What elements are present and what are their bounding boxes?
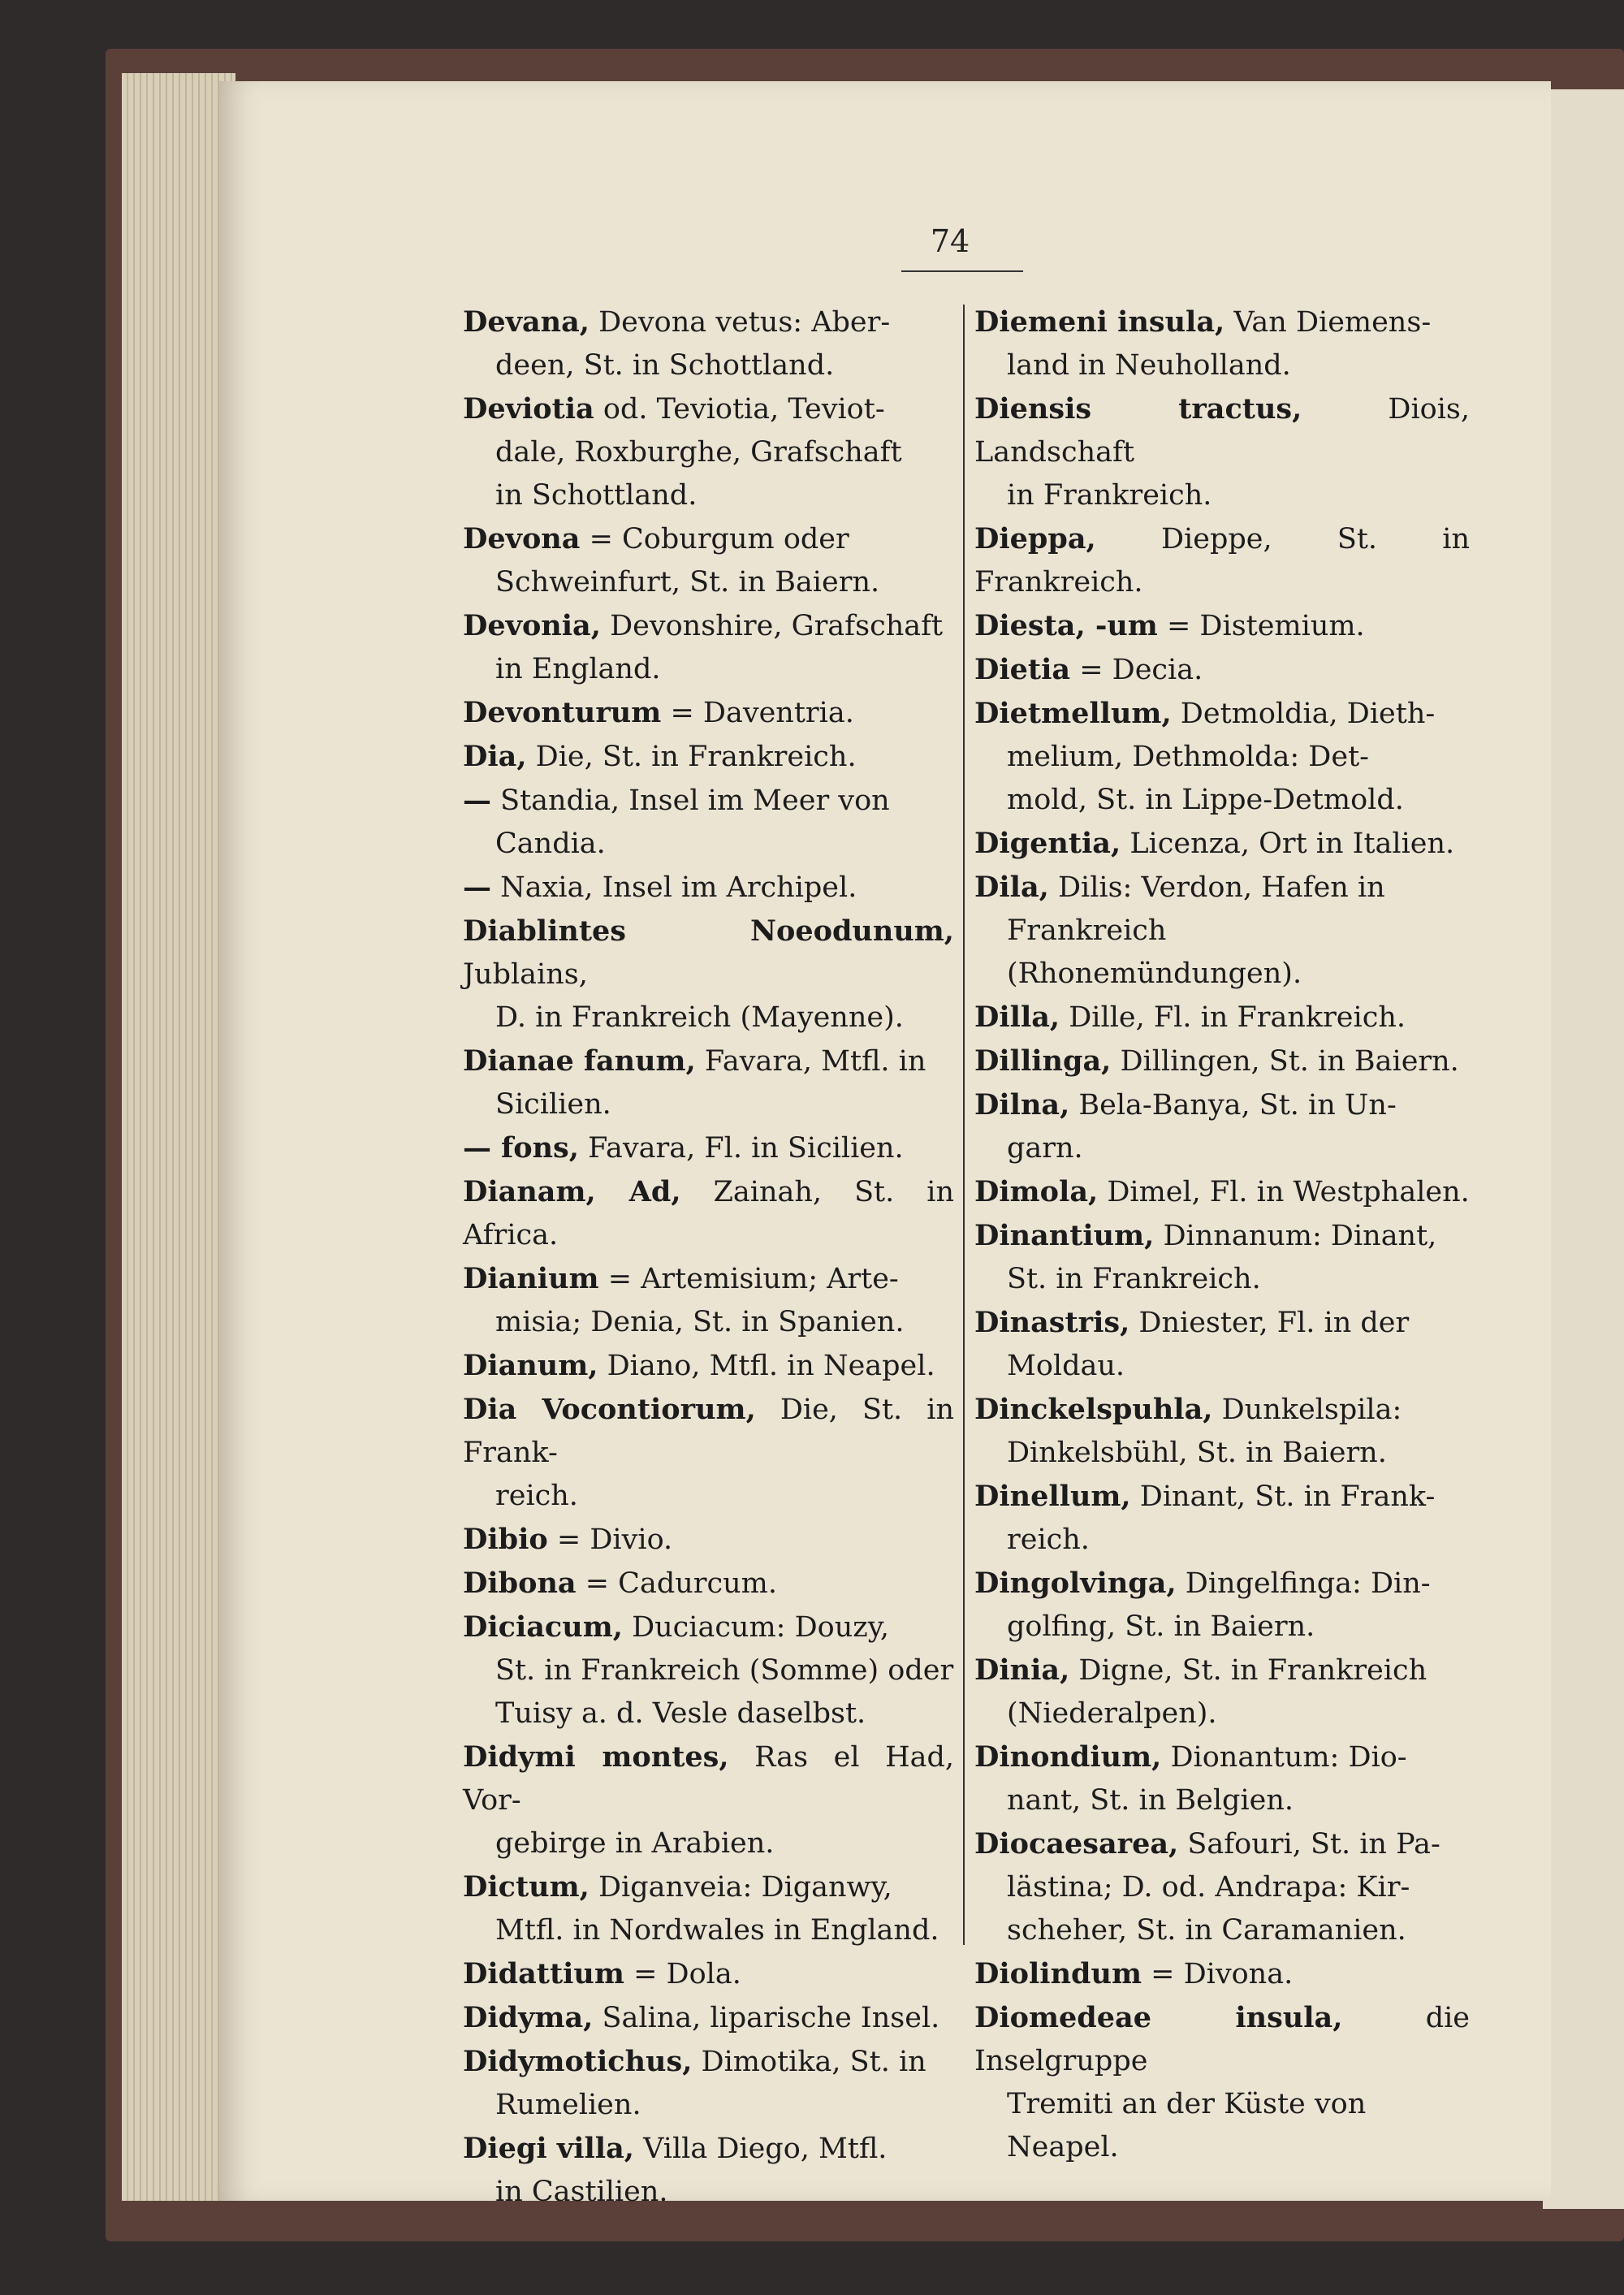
entry-headword: Dilla, <box>974 1001 1060 1034</box>
entry-continuation: Mtfl. in Nordwales in England. <box>495 1914 939 1947</box>
entry-headword: Dinckelspuhla, <box>974 1393 1213 1426</box>
entry-continuation: reich. <box>495 1480 578 1512</box>
entry-text: Dilis: Verdon, Hafen in <box>1057 871 1385 904</box>
entry-text: Dillingen, St. in Baiern. <box>1120 1045 1459 1078</box>
entry-text: = Divio. <box>556 1524 673 1556</box>
entry-headword: Didattium <box>463 1957 624 1990</box>
entry-continuation: D. in Frankreich (Mayenne). <box>495 1001 904 1034</box>
entry-headword: Dietmellum, <box>974 697 1172 730</box>
dictionary-entry <box>463 779 954 866</box>
entry-text: Bela-Banya, St. in Un- <box>1078 1089 1397 1122</box>
entry-text: = Cadurcum. <box>585 1567 777 1600</box>
entry-continuation: in Castilien. <box>495 2176 668 2208</box>
dictionary-entry <box>463 1039 954 1126</box>
entry-continuation: melium, Dethmolda: Det- <box>1007 741 1369 773</box>
entry-continuation: reich. <box>1007 1524 1090 1556</box>
dictionary-entry <box>463 1344 954 1388</box>
dictionary-entry <box>974 1475 1470 1562</box>
entry-headword: Dinantium, <box>974 1219 1155 1252</box>
entry-text: Dingelfinga: Din- <box>1185 1567 1431 1600</box>
dictionary-entry <box>974 1822 1470 1952</box>
entry-continuation: mold, St. in Lippe-Detmold. <box>1007 784 1404 816</box>
dictionary-entry <box>463 387 954 517</box>
entry-headword: Didymi montes, <box>463 1740 729 1774</box>
entry-headword: Dilna, <box>974 1088 1070 1122</box>
entry-continuation: in Frankreich. <box>1007 479 1212 512</box>
dictionary-entry <box>974 1562 1470 1649</box>
entry-text: Naxia, Insel im Archipel. <box>500 871 857 904</box>
dictionary-entry <box>974 1039 1470 1083</box>
entry-headword: Dianium <box>463 1262 599 1295</box>
entry-headword: Diemeni insula, <box>974 305 1225 339</box>
entry-headword: Dinondium, <box>974 1740 1162 1774</box>
dictionary-entry <box>974 1649 1470 1735</box>
entry-continuation: golfing, St. in Baiern. <box>1007 1610 1315 1643</box>
dictionary-entry <box>463 866 954 910</box>
entry-text: = Distemium. <box>1166 610 1365 642</box>
dictionary-entry <box>974 996 1470 1039</box>
dictionary-entry <box>463 1865 954 1952</box>
entry-text: Duciacum: Douzy, <box>632 1611 889 1644</box>
entry-continuation: Moldau. <box>1007 1350 1125 1382</box>
entry-text: Dimotika, St. in <box>701 2046 926 2078</box>
entry-continuation: lästina; D. od. Andrapa: Kir- <box>1007 1871 1410 1904</box>
entry-text: = Decia. <box>1079 654 1203 686</box>
dictionary-entry <box>463 1606 954 1735</box>
entry-text: od. Teviotia, Teviot- <box>603 393 885 426</box>
page-number-rule <box>901 270 1023 272</box>
dictionary-entry <box>463 1562 954 1606</box>
entry-continuation: Tuisy a. d. Vesle daselbst. <box>495 1697 866 1730</box>
dictionary-entry <box>463 1952 954 1996</box>
entry-text: Dunkelspila: <box>1221 1394 1402 1426</box>
dictionary-entry <box>974 1388 1470 1475</box>
dictionary-entry <box>463 1257 954 1344</box>
entry-continuation: (Niederalpen). <box>1007 1697 1217 1730</box>
entry-headword: Diciacum, <box>463 1610 623 1644</box>
dictionary-entry <box>974 1214 1470 1301</box>
entry-headword: Dia Vocontiorum, <box>463 1393 756 1426</box>
entry-headword: Devana, <box>463 305 590 339</box>
entry-text: Dille, Fl. in Frankreich. <box>1069 1001 1406 1034</box>
dictionary-entry <box>463 910 954 1039</box>
entry-text: Digne, St. in Frankreich <box>1078 1654 1427 1687</box>
entry-continuation: Candia. <box>495 828 606 860</box>
entry-headword: Diablintes Noeodunum, <box>463 914 954 948</box>
dictionary-entry <box>974 604 1470 648</box>
entry-headword: Dieppa, <box>974 522 1096 555</box>
entry-text: Salina, liparische Insel. <box>602 2002 940 2034</box>
dictionary-entry <box>974 692 1470 822</box>
entry-text: = Artemisium; Arte- <box>607 1263 899 1295</box>
entry-headword: — <box>463 784 491 817</box>
dictionary-entry <box>463 2127 954 2214</box>
entry-continuation: in Schottland. <box>495 479 698 512</box>
entry-headword: Diensis tractus, <box>974 392 1302 426</box>
entry-continuation: Rumelien. <box>495 2089 641 2121</box>
dictionary-entry <box>463 735 954 779</box>
page-edges <box>122 73 235 2201</box>
entry-text: Diganveia: Diganwy, <box>598 1871 892 1904</box>
entry-headword: Diesta, -um <box>974 609 1158 642</box>
right-column <box>974 300 1470 2169</box>
entry-text: Favara, Mtfl. in <box>704 1045 926 1078</box>
entry-headword: Dinellum, <box>974 1480 1131 1513</box>
entry-headword: Diegi villa, <box>463 2132 634 2165</box>
entry-headword: Didyma, <box>463 2001 594 2034</box>
entry-text: Dinnanum: Dinant, <box>1163 1220 1437 1252</box>
dictionary-entry <box>463 1170 954 1257</box>
dictionary-entry <box>974 1083 1470 1170</box>
entry-continuation: deen, St. in Schottland. <box>495 349 835 382</box>
entry-text: Devonshire, Grafschaft <box>610 610 944 642</box>
entry-text: Dieppe, St. in Frankreich. <box>974 523 1470 599</box>
left-column <box>463 300 954 2214</box>
entry-headword: Diolindum <box>974 1957 1142 1990</box>
entry-headword: Dia, <box>463 740 527 773</box>
entry-headword: — fons, <box>463 1131 579 1165</box>
entry-continuation: St. in Frankreich. <box>1007 1263 1261 1295</box>
dictionary-entry <box>463 1518 954 1562</box>
dictionary-entry <box>974 1170 1470 1214</box>
entry-continuation: Sicilien. <box>495 1088 611 1121</box>
entry-headword: Dingolvinga, <box>974 1567 1177 1600</box>
dictionary-entry <box>974 1952 1470 1996</box>
entry-continuation: gebirge in Arabien. <box>495 1827 775 1860</box>
dictionary-entry <box>463 1735 954 1865</box>
entry-headword: Diocaesarea, <box>974 1827 1179 1861</box>
entry-text: = Divona. <box>1151 1958 1294 1990</box>
entry-text: Dimel, Fl. in Westphalen. <box>1107 1176 1470 1208</box>
dictionary-entry <box>974 1996 1470 2169</box>
dictionary-entry <box>463 300 954 387</box>
entry-text: Van Diemens- <box>1233 306 1432 339</box>
entry-headword: Dietia <box>974 653 1071 686</box>
entry-headword: Devonia, <box>463 609 601 642</box>
entry-headword: — <box>463 871 491 904</box>
entry-text: Dionantum: Dio- <box>1170 1741 1407 1774</box>
dictionary-entry <box>974 822 1470 866</box>
entry-text: Licenza, Ort in Italien. <box>1129 828 1455 860</box>
entry-headword: Dianum, <box>463 1349 598 1382</box>
dictionary-entry <box>463 604 954 691</box>
facing-page-edge <box>1543 89 1624 2209</box>
dictionary-entry <box>463 691 954 735</box>
entry-headword: Dila, <box>974 871 1049 904</box>
entry-headword: Dibio <box>463 1523 548 1556</box>
entry-headword: Deviotia <box>463 392 594 426</box>
entry-headword: Dibona <box>463 1567 577 1600</box>
page-number: 74 <box>930 223 970 259</box>
entry-headword: Dianam, Ad, <box>463 1175 681 1208</box>
entry-text: = Daventria. <box>670 697 854 729</box>
entry-continuation: Tremiti an der Küste von <box>1007 2088 1367 2120</box>
entry-headword: Dillinga, <box>974 1044 1112 1078</box>
entry-continuation: Frankreich (Rhonemündungen). <box>1007 914 1302 990</box>
entry-text: Detmoldia, Dieth- <box>1180 698 1436 730</box>
dictionary-entry <box>974 1735 1470 1822</box>
entry-continuation: scheher, St. in Caramanien. <box>1007 1914 1406 1947</box>
entry-continuation: Dinkelsbühl, St. in Baiern. <box>1007 1437 1387 1469</box>
entry-continuation: land in Neuholland. <box>1007 349 1291 382</box>
dictionary-entry <box>974 300 1470 387</box>
dictionary-entry <box>974 517 1470 604</box>
dictionary-entry <box>463 1996 954 2040</box>
entry-headword: Dianae fanum, <box>463 1044 696 1078</box>
entry-continuation: Schweinfurt, St. in Baiern. <box>495 566 880 599</box>
entry-text: = Coburgum oder <box>589 523 849 555</box>
entry-continuation: dale, Roxburghe, Grafschaft <box>495 436 902 469</box>
dictionary-entry <box>463 1126 954 1170</box>
entry-continuation: misia; Denia, St. in Spanien. <box>495 1306 905 1338</box>
entry-headword: Devonturum <box>463 696 662 729</box>
entry-text: Dniester, Fl. in der <box>1138 1307 1410 1339</box>
entry-text: Diano, Mtfl. in Neapel. <box>607 1350 935 1382</box>
entry-text: Dinant, St. in Frank- <box>1139 1480 1436 1513</box>
entry-text: Safouri, St. in Pa- <box>1187 1828 1440 1861</box>
entry-continuation: St. in Frankreich (Somme) oder <box>495 1654 954 1687</box>
dictionary-entry <box>974 1301 1470 1388</box>
entry-text: = Dola. <box>633 1958 741 1990</box>
entry-headword: Digentia, <box>974 827 1121 860</box>
dictionary-entry <box>463 517 954 604</box>
entry-continuation: garn. <box>1007 1132 1083 1165</box>
dictionary-entry <box>463 1388 954 1518</box>
entry-headword: Dimola, <box>974 1175 1099 1208</box>
entry-text: Standia, Insel im Meer von <box>500 784 890 817</box>
entry-text: Zainah, St. in Africa. <box>463 1176 954 1251</box>
entry-text: die Inselgruppe <box>974 2002 1470 2077</box>
entry-headword: Didymotichus, <box>463 2045 693 2078</box>
entry-text: Die, St. in Frankreich. <box>535 741 857 773</box>
dictionary-entry <box>463 2040 954 2127</box>
entry-continuation: nant, St. in Belgien. <box>1007 1784 1294 1817</box>
entry-continuation: Neapel. <box>1007 2131 1119 2163</box>
entry-headword: Devona <box>463 522 581 555</box>
dictionary-entry <box>974 866 1470 996</box>
entry-continuation: in England. <box>495 653 661 685</box>
entry-text: Villa Diego, Mtfl. <box>643 2133 888 2165</box>
entry-text: Devona vetus: Aber- <box>598 306 891 339</box>
dictionary-entry <box>974 648 1470 692</box>
dictionary-entry <box>974 387 1470 517</box>
entry-text: Diois, Landschaft <box>974 393 1470 469</box>
entry-headword: Dinia, <box>974 1653 1070 1687</box>
entry-text: Ras el Had, Vor- <box>463 1741 954 1817</box>
entry-text: Jublains, <box>463 958 588 991</box>
column-divider <box>963 305 965 1945</box>
entry-headword: Diomedeae insula, <box>974 2001 1343 2034</box>
entry-text: Die, St. in Frank- <box>463 1394 954 1469</box>
entry-headword: Dictum, <box>463 1870 590 1904</box>
entry-headword: Dinastris, <box>974 1306 1130 1339</box>
entry-text: Favara, Fl. in Sicilien. <box>588 1132 904 1165</box>
